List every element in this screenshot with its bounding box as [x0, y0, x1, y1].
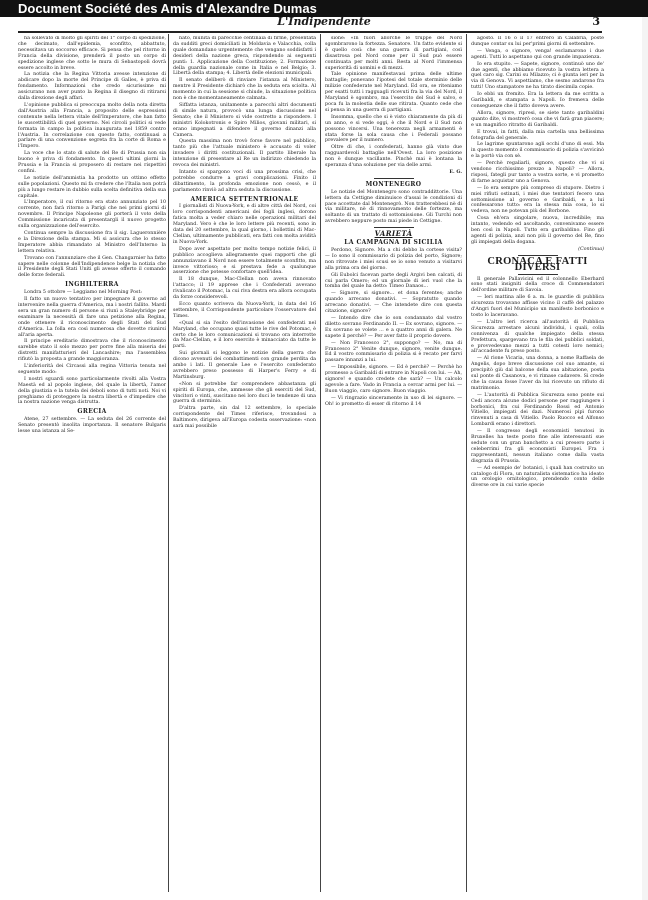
- paragraph: La notizia che la Regina Vittoria avesse intenzione di abdicare dopo la morte del Principe di Galles, è priva di fondamento. Informazioni che credo sicurissime mi assicurano non aver punto la Regina il disegno di ritirarsi dalla direzione degli affari.: [18, 72, 166, 102]
- paragraph: Intanto si spargono voci di una prossima crisi, che potrebbe condurre a gravi complicazioni. Finito il dibattimento, la profonda emozione non cessò, e il parlamento rinviò ad altra seduta la discussione.: [173, 169, 316, 193]
- paragraph: — Intendo dire che io son condannato dal vostro diletto sovrano Ferdinando II. — Ex sovrano, signore. — Ex sovrano se volete ... e a quattro anni di galera. Ne sapete il perchè? — Per aver fatto il proprio dovere.: [325, 315, 462, 339]
- paragraph: Continua sempre la discussione fra il sig. Lagueronnière e la Direzione della stampa. Mi si assicura che lo stesso Imperatore abbia rimandato al Ministro dell'Interno la lettera relativa.: [18, 231, 166, 254]
- paragraph: Il fatto un nuovo tentativo per impegnare il governo ad intervenire nella guerra d'America, ma i nostri fallito. Mardi sera un gran numero di persone si riunì a Staleybridge per esaminare la necessità di fare una petizione alla Regina, onde ottenere il riconoscimento degli Stati del Sud d'America. La folla era così numerosa che dovette riunirsi all'aria aperta.: [18, 297, 166, 338]
- paragraph: I giornalisti di Nuova-York, e di altre città del Nord, coi loro corrispondenti americani dei fogli inglesi, dorono fatica molta a veder chiaro nelle operazioni militari del Maryland. Vero è che le loro lettere più recenti, sono in data del 20 settembre, la qual giorno, i bollettini di Mac-Clellan, ultimamente pubblicati, era fatti con molta avidità in Nuova-York.: [173, 204, 316, 245]
- paragraph: Dopo aver aspettato per molto tempo notizie felici, il pubblico accoglieva allegramente quei rapporti che gli annunziavano il Nord non essere totalmente sconfitto, ma invece vittorioso; e si prestava fede a qualunque asserzione che potesse confortare quell'idea.: [173, 246, 316, 276]
- paragraph: — Al rione Vicaria, una donna, a nome Raffaela de Angelis, dopo breve discussione col suo amante, si precipitò giù dal balcone della sua abitazione, posta sul ponte di Casanova, e vi rimase cadavere. Si crede che la causa fosse l'aver da lui ricevuto un rifiuto di matrimonio.: [471, 356, 604, 391]
- paragraph: sione: «In fuori allorché le truppe del Nord sgombrarono la fortezza. Senatore. Un fatto evidente si è quello così: che una guerra di partigiani, così disastrosa pel Nord come per il Sud può essere continuata per molti anni. Resta al Nord l'immensa superiorità di uomini e di mezzi.: [325, 36, 462, 71]
- paragraph: Le notizie dell'ammistia ha prodotto un ottimo effetto sulle popolazioni. Questo mi fa credere che l'Italia non potrà più a lungo restare in dubbio sulla scelta definitiva della sua capitale.: [18, 175, 166, 199]
- section-heading-varieta: VARIETÀ: [374, 229, 413, 239]
- paragraph: Allora, signore, ripresi, se siete tanto garibaldini quanto dite, vi mostrerò cosa che vi farà gran piacere; e un magnifico ritratto di Garibaldi.: [471, 110, 604, 128]
- separator-rule: [374, 227, 414, 228]
- paragraph: — Perchè regaliarli, signore, questo che vi si vendono ricchissimo prezzo a Napoli? — Allora, risposi, fategli pur tanto a vostra sorte, e vi prometto di farne acquistar uno a Genova.: [471, 161, 604, 184]
- paragraph: Io ebbi un fremito. Era la lettera da me scritta a Garibaldi, e stampata a Napoli. Io fremeva delle conseguenze che il fatto doveva avere.: [471, 92, 604, 109]
- paragraph: L'opinione pubblica si preoccupa molto della nota diretta dall'Austria alla Francia, a proposito delle espressioni contenute nella lettera vitale dell'Imperatore, che han fatto le suscettibilità di quel governo. Nei circoli politici si vede formata in campo la politica inaugurata nel 1859 contro l'Austria. In correlazione con questo fatto, continuasi a parlare di una convenzione segreta fra la corte di Roma e l'Impero.: [18, 102, 166, 150]
- page-number: 3: [592, 15, 600, 28]
- paragraph: D'altra parte, sin dal 12 settembre, lo speciale corrispondente del Times riferisce, trovandosi a Baltimore, dirigeva all'Europa codesta osservazione: «non sarà mai possibile: [173, 406, 316, 430]
- paragraph: Il generale Pallavicini ed il colonnello Eberhard sono stati insigniti della croce di Commendatori dell'ordine militare di Savoia.: [471, 276, 604, 294]
- paragraph: ha sollevato di molto gli spiriti del 1° corpo di spedizione, che decimato, dall'epidemia, sconfitto, abbattuto, necessitava un soccorso efficace. Si pensa che pel ritorno in Francia della divisione, prenderà il posto un corpo di spedizione inglese che sotto le mura di Sebastopoli dovrà essere accolto in breve.: [18, 36, 166, 71]
- paragraph: — Signore, si signore... et dona ferentes; anche quando arrecano donativi. — Sopratutto quando arrecano donativi. — Che intendete dire con questa citazione, signore?: [325, 291, 462, 315]
- column-divider: [320, 34, 321, 892]
- section-heading-cronaca: CRONACA E FATTI DIVERSI: [487, 255, 588, 273]
- paragraph: Sui giornali si leggono le notizie della guerra che dicono avvenuti dei combattimenti con grande perdita da ambo i lati. Il generale Lee e l'esercito confederato avrebbero preso possesso di Harper's Ferry e di Martinsburg.: [173, 351, 316, 380]
- paragraph: Insomma, quello che si è visto chiaramente da più di un anno, e si vede oggi, è che il Nord e il Sud non possono vincersi. Una tenerezza negli armamenti è stata forse la sola causa che i Federali possano prevalere per il numero.: [325, 114, 462, 144]
- paragraph: — Ieri mattina alle 6 a. m. le guardie di pubblica sicurezza trovavano affisse vicino il caffè del palazzo d'Angri fuori del Municipio un manifesto borbonico e tosto lo laceravano.: [471, 295, 604, 318]
- column-divider: [168, 34, 169, 892]
- paragraph: — Ad esempio de' botanici, i quali han costruito un catalogo di Flora, un naturalista sistematico ha ideato un orologio ornitologico, prendendo conto delle diverse ore in cui varie specie: [471, 465, 604, 489]
- column-4: [471, 36, 604, 890]
- newspaper-title: L'Indipendente: [277, 15, 371, 28]
- paragraph: Questa massima non trovò forse favore nel pubblico, tanto più che l'attuale ministero è accusato di voler invadere i diritti costituzionali. Il partito liberale ha intenzione di presentare al Re un indirizzo chiedendo la revoca dei ministri.: [173, 139, 316, 169]
- continued-note: (Continua): [578, 246, 604, 252]
- paragraph: «Non si potrebbe far comprendere abbastanza gli spiriti di Europa, che, ammesse che gli eserciti del Sud, vincitori o vinti, suscitano nei loro duci le tendenze di una guerra di sterminio.: [173, 381, 316, 405]
- paragraph: Le lagrime spuntarono agli occhi d'uno di essi. Ma in questo momento il commissario di polizia s'avvicinò e la portò via con sè.: [471, 142, 604, 160]
- paragraph: La voce che lo stato di salute del Re di Prussia non sia buono è priva di fondamento. In questi ultimi giorni la Prussia e la Francia si proposero di restare nei rispettivi confini.: [18, 151, 166, 174]
- signature: E. G.: [449, 168, 462, 175]
- paragraph: Ecco quanto scriveva da Nuova-York, in data del 16 settembre, il Corrispondente particolare l'osservatore del Times.: [173, 301, 316, 319]
- paragraph: Cosa eh'era singolare, nuova, incredibile; ma intanto, vedendo ed ascoltando, convenivamo essere ben così in Napoli. Tutto era garibaldino. Fino gli agenti di polizia, anzi non più il governo del Re, fino gli impiegati della dogana.: [471, 216, 604, 245]
- paragraph: Le notizie del Montenegro sono contraddittorie. Una lettera da Cettigne diminuisce d'assai le condizioni di pace accettate dal Montenegrò. Non tratterebbesi nè di via militare, nè di rinnovamento delle fortezze, ma soltanto di un trattato di sottomissione. Gli Turchi non avrebbero neppure posto mai piede in Cettigne.: [325, 189, 462, 225]
- paragraph: Il senato deliberò di rinviare l'istanza al Ministero, mentre il Presidente dichiarò che la seduta era sciolta. Al momento in cui la sessione si chiude, la situazione politica non è che momentaneamente calmata.: [173, 78, 316, 102]
- paragraph: L'inferiorità dei Circassi alla regina Vittoria tenuta nel seguente modo:: [18, 364, 166, 375]
- paragraph: Il principe ereditario dimostrava che il riconoscimento sarebbe stato il solo mezzo per porre fine alla miseria dei distretti manifatturieri del Lancashire; ma l'assemblea rifiutò la proposta a grande maggioranza.: [18, 339, 166, 363]
- feuilleton-title: LA CAMPAGNA DI SICILIA: [344, 239, 443, 247]
- paragraph: Oltre di che, i confederati, hanno già vinto due ragguardevoli battaglie nell'Ovest. La loro posizione non è dunque vacillante. Pinchè mai è lontana la speranza d'una soluzione per via delle armi.: [325, 145, 462, 169]
- separator-rule: [518, 274, 558, 275]
- paragraph: Gli Eubolci facevan parte degli Argivi ben calcati, di cui parla Omero; ed un giornale di ieri vuol che la tomba del quale ha detto: Timeo Danaos...: [325, 272, 462, 290]
- separator-rule: [374, 178, 414, 179]
- paragraph: L'Imperatore, il cui ritorno era stato annunziato pel 10 corrente, non farà ritorno a Parigi che nei primi giorni di novembre. Il Principe Napoleone gli porterà il voto della Commissione incaricata di presentargli il nuovo progetto sulla organizzazione dell'esercito.: [18, 200, 166, 230]
- paragraph: nato, munita di parecchie centinaia di firme, presentata da sudditi greci domiciliati in Moldavia e Valacchia, colla quale domandano urgentemente che vengano soddisfatti i desideri della nazione greca, rispondendo ai seguenti punti: 1. Applicazione della Costituzione; 2. Formazione della guardia nazionale come in Italia e nel Belgio; 3. Libertà della stampa; 4. Libertà delle elezioni municipali.: [173, 36, 316, 77]
- paragraph: — Il congresso degli economisti tenutosi in Bruxelles ha teste posto fine alle interessanti sue sedute con un gran banchetto a cui presero parte i celeberrimi fra gli economisti Europei. Fra i rappresentanti, nessun italiano come dalla vasta disgrazia di Prussia.: [471, 429, 604, 464]
- paragraph: Siffatta istanza, unitamente a parecchi altri documenti di simile natura, provocò una lunga discussione nel Senato; che il Ministero si vide costretto a rispondere. I ministri Kolokotronis e Spiro Milios, giovani militari, si erano impegnati a difendere il governo dinanzi alla Camera.: [173, 102, 316, 138]
- scan-edge: [642, 17, 648, 900]
- section-heading-america: AMERICA SETTENTRIONALE: [190, 195, 299, 203]
- paragraph: — L'autorità di Pubblica Sicurezza sono ponte sui Cedi ancora alcune dodici persone per raggiungere i borbonici, fra cui Ferdinando Rossi ed Antonio Vitiello, impiegati dei dazi. Numerosi pipì furono rinvenuti a casa di Vitiello. Paolo Ruocco ed Alfonso Lombardi erano i direttori.: [471, 392, 604, 428]
- paragraph: — Impossibile, signore. — Ed è perchè? — Perchè ho promesso a Garibaldi di entrare in Napoli con lui. — Ah, signore! e quando credete che sarà? — Un calcolo agevole a fare. Vado in Francia a cercar armi per lui. — Buon viaggio, caro signore. Buon viaggio.: [325, 365, 462, 394]
- paragraph: — Vi ringrazio sinceramente in uso di lei signore. — Oh! io prometto di esser di ritorno il 14: [325, 395, 462, 407]
- paragraph: — Venga, o signore, venga! esclamarono i due agenti. Tutti lo aspettano qui con grande impazienza.: [471, 48, 604, 60]
- dateline: Londra 5 ottobre — Leggiamo nel Morning Post:: [24, 290, 143, 296]
- paragraph: Tale opinione manifestavasi prima delle ultime battaglie; ponevano l'ipotesi del totale sterminio delle milizie confederate nel Maryland. Ed ora, se riteniamo per esatti tutti i ragguagli ricevuti fra la via del Nord, il Maryland è sgombro, ma l'esercito del Sud è salvo, e poca fu la molestia delle sue ritirata. Quanto cede che si pensa in una guerra di partigiani.: [325, 72, 462, 113]
- paragraph: Trovano con l'annunziare che il Gen. Changarnier ha fatto sapere nelle colonne dell'Indipendence belge la notizia che il Presidente degli Stati Uniti gli avesse offerto il comando delle forze federali.: [18, 255, 166, 279]
- paragraph: Io era stupito. — Sapete, signore, continuò uno de' due agenti, che abbiamo ricevuto la vostra lettera a quel caro sig. Carini su Milazzo; ci è giunta ieri per la via di Genova. Vi aspettiamo, che sesmo andarono fra tutti! Uno stampatore ne ha tirato diecimila copie.: [471, 61, 604, 91]
- section-heading-montenegro: MONTENEGRO: [365, 180, 422, 188]
- paragraph: Il 18 dunque, Mac-Clellan non aveva rinnovato l'attacco; il 19 apprese che i Confederati avevano rivalicato il Potomac, la cui riva destra era allora occupata da forze considerevoli.: [173, 277, 316, 301]
- archive-banner: Document Société des Amis d'Alexandre Dumas: [0, 0, 648, 17]
- paragraph: agosto. Il 16 o il 17 entrerò in Calabria, poste dunque contar su lui per'primi giorni di settembre.: [471, 36, 604, 47]
- column-divider: [466, 34, 467, 892]
- masthead: [0, 17, 648, 29]
- paragraph: Atene, 27 settembre. — La seduta del 26 corrente del Senato presentò insolita importanza. Il senatore Bulgaris lesse una istanza al Se-: [18, 417, 166, 435]
- column-1: [18, 36, 166, 890]
- header-rule: [18, 31, 602, 33]
- paragraph: — Non Francesco 2°, suppongo? — No, ma di Francesco 2° Venite dunque, signore, venite dunque. Ed il vostro commissario di polizia si è recato per farvi passare innanzi a lui.: [325, 340, 462, 364]
- paragraph: I nostri sguardi sono particolarmente rivolti alla Vostra Maestà ed al popolo inglese, del quale la libertà, l'amor della giustizia e la tutela dei deboli sono di tutti noti. Noi vi preghiamo di proteggere la nostra libertà e d'impedire che la nostra nazione venga distrutta.: [18, 376, 166, 406]
- paragraph: — L'altro ieri ricerca all'autorità di Pubblica Sicurezza arrestare alcuni individui, i quali, colla connivenza di qualche impiegato della stessa Prefettura, spargevano tra le fila dei pubblici soldati, e provvedevano mezzi a tutti cotesti loro nemici; all'accadente fu preso posto.: [471, 319, 604, 355]
- paragraph: Perdono, Signore. Ma a chi debbo la cortese visita? — Io sono il commissario di polizia del porto, Signore; non ritrovate i miei scusi se io sono venuto a visitarvi alla prima ora del giorno.: [325, 248, 462, 271]
- paragraph: «Qual si sia l'esito dell'invasione dei confederati nel Maryland, che occupano quasi tutte le rive del Potomac, è certo che le loro comunicazioni si trovano ora interrotte da Mac-Clellan, e il loro esercito è minacciato da tutte le parti.: [173, 320, 316, 350]
- paragraph: E trovai, in fatti, dalla mia cartella una bellissima fotografia del generale.: [471, 129, 604, 141]
- section-heading-inghilterra: INGHILTERRA: [65, 281, 119, 289]
- section-heading-grecia: GRECIA: [77, 408, 107, 416]
- column-3: [325, 36, 462, 890]
- column-2: [173, 36, 316, 890]
- paragraph: — Io era sempre più compreso di stupore. Dietro i miei rifiuti ostinati, i miei due tentatori fecero una sottomissione al governo e Garibaldi, e a lui confessarono tutto: era la stessa mia cosa, lo si vedeva, non ne potevan più del Borbone.: [471, 185, 604, 215]
